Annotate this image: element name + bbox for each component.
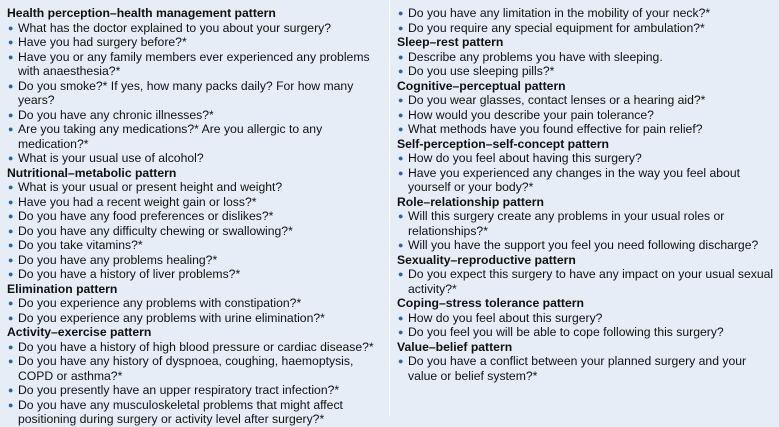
question-text: Have you experienced any changes in the way you feel about yourself or your body?* [408, 165, 740, 194]
question-text: What has the doctor explained to you about your surgery? [18, 20, 332, 35]
bullet-icon: ● [398, 240, 404, 250]
pattern-section [397, 195, 775, 253]
bullet-icon: ● [398, 153, 404, 163]
bullet-icon: ● [8, 240, 14, 250]
bullet-icon: ● [8, 153, 14, 163]
question-item [397, 108, 775, 123]
question-text: Do you have any food preferences or dislikes?* [18, 209, 274, 223]
bullet-icon: ● [8, 385, 14, 395]
question-text: Do you have any musculoskeletal problems that might affect positioning during surgery or activity level after surgery?* [18, 397, 343, 426]
question-item [397, 238, 775, 253]
question-text: Do you require any special equipment for ambulation?* [408, 20, 705, 35]
bullet-icon: ● [398, 167, 404, 178]
question-list [7, 296, 385, 325]
bullet-icon: ● [8, 312, 14, 323]
section-title: Sleep–rest pattern [397, 35, 504, 49]
section-title: Self-perception–self-concept pattern [397, 136, 609, 151]
bullet-icon: ● [8, 196, 14, 207]
question-item [7, 224, 385, 239]
question-list [397, 267, 775, 296]
pattern-section [397, 6, 775, 35]
question-item [397, 93, 775, 108]
question-item [7, 311, 385, 326]
question-text: Do you have any limitation in the mobility of your neck?* [408, 6, 711, 20]
pattern-section [397, 296, 775, 340]
bullet-icon: ● [8, 225, 14, 236]
question-text: Do you use sleeping pills?* [408, 64, 555, 78]
bullet-icon: ● [398, 8, 404, 18]
bullet-icon: ● [398, 51, 404, 62]
bullet-icon: ● [8, 341, 14, 352]
question-text: Do you expect this surgery to have any impact on your usual sexual activity?* [408, 267, 774, 296]
question-list [397, 209, 775, 253]
pattern-section [397, 340, 775, 384]
question-item [397, 151, 775, 166]
bullet-icon: ● [398, 22, 404, 33]
pattern-section [7, 6, 385, 166]
question-item [7, 383, 385, 398]
question-item [7, 209, 385, 224]
right-column [389, 0, 779, 416]
question-text: How would you describe your pain tolerance? [408, 107, 654, 122]
question-text: Will this surgery create any problems in your usual roles or relationships?* [408, 209, 725, 238]
question-item [397, 325, 775, 340]
question-text: Do you have any chronic illnesses?* [18, 107, 214, 122]
section-title: Elimination pattern [7, 281, 118, 296]
bullet-icon: ● [398, 66, 404, 76]
question-item [7, 79, 385, 108]
question-text: Do you have a history of high blood pressure or cardiac disease?* [18, 339, 374, 354]
question-item [397, 6, 775, 21]
question-list [397, 311, 775, 340]
section-title: Activity–exercise pattern [7, 325, 152, 339]
pattern-section [7, 282, 385, 326]
question-text: Have you or any family members ever experienced any problems with anaesthesia?* [18, 49, 370, 78]
pattern-section [7, 325, 385, 427]
question-item [7, 35, 385, 50]
bullet-icon: ● [8, 37, 14, 47]
question-text: Do you presently have an upper respiratory tract infection?* [18, 383, 340, 397]
question-list [397, 354, 775, 383]
question-item [397, 166, 775, 195]
question-list [397, 93, 775, 137]
question-text: Do you take vitamins?* [18, 238, 143, 252]
bullet-icon: ● [8, 182, 14, 192]
question-text: How do you feel about having this surgery? [408, 151, 642, 165]
question-item [397, 354, 775, 383]
question-item [7, 296, 385, 311]
question-text: Do you smoke?* If yes, how many packs daily? For how many years? [18, 78, 354, 107]
section-title: Coping–stress tolerance pattern [397, 296, 584, 310]
question-text: Will you have the support you feel you need following discharge? [408, 238, 759, 252]
question-text: Do you have any problems healing?* [18, 252, 218, 267]
bullet-icon: ● [8, 356, 14, 366]
question-text: What methods have you found effective for pain relief? [408, 122, 703, 136]
bullet-icon: ● [398, 124, 404, 134]
question-item [397, 50, 775, 65]
bullet-icon: ● [8, 269, 14, 279]
pattern-section [397, 253, 775, 297]
section-title: Role–relationship pattern [397, 194, 544, 209]
question-item [7, 122, 385, 151]
question-item [7, 267, 385, 282]
question-text: Do you have any history of dyspnoea, coughing, haemoptysis, COPD or asthma?* [18, 354, 354, 383]
question-list [397, 151, 775, 195]
section-title: Value–belief pattern [397, 339, 513, 354]
question-item [7, 398, 385, 427]
question-text: Are you taking any medications?* Are you allergic to any medication?* [18, 122, 323, 151]
question-item [397, 64, 775, 79]
bullet-icon: ● [8, 109, 14, 120]
question-item [397, 209, 775, 238]
bullet-icon: ● [8, 80, 14, 91]
bullet-icon: ● [398, 269, 404, 279]
question-item [7, 180, 385, 195]
question-item [397, 21, 775, 36]
pattern-section [397, 137, 775, 195]
question-item [7, 253, 385, 268]
question-text: What is your usual use of alcohol? [18, 151, 204, 165]
section-title: Nutritional–metabolic pattern [7, 165, 177, 180]
question-item [397, 122, 775, 137]
bullet-icon: ● [8, 211, 14, 221]
bullet-icon: ● [398, 312, 404, 323]
question-text: Do you experience any problems with constipation?* [18, 296, 302, 310]
question-item [7, 340, 385, 355]
section-title: Sexuality–reproductive pattern [397, 252, 576, 267]
question-item [397, 267, 775, 296]
section-title: Health perception–health management pattern [7, 6, 276, 20]
left-column [0, 0, 389, 426]
question-text: Describe any problems you have with sleeping. [408, 49, 663, 64]
question-text: Do you feel you will be able to cope following this surgery? [408, 325, 724, 339]
question-text: Do you have a history of liver problems?* [18, 267, 241, 281]
question-text: How do you feel about this surgery? [408, 310, 603, 325]
question-item [397, 311, 775, 326]
question-list [7, 180, 385, 282]
bullet-icon: ● [398, 211, 404, 221]
question-item [7, 21, 385, 36]
bullet-icon: ● [8, 124, 14, 134]
bullet-icon: ● [398, 356, 404, 366]
question-item [7, 238, 385, 253]
pattern-section [397, 79, 775, 137]
bullet-icon: ● [8, 51, 14, 62]
section-title: Cognitive–perceptual pattern [397, 78, 566, 93]
question-list [397, 50, 775, 79]
question-text: Do you wear glasses, contact lenses or a hearing aid?* [408, 93, 706, 107]
question-list [7, 340, 385, 427]
question-item [7, 108, 385, 123]
question-item [7, 151, 385, 166]
pattern-section [397, 35, 775, 79]
question-text: Have you had surgery before?* [18, 35, 187, 49]
bullet-icon: ● [398, 95, 404, 105]
question-text: Have you had a recent weight gain or loss?* [18, 194, 257, 209]
bullet-icon: ● [8, 399, 14, 410]
question-item [7, 354, 385, 383]
question-list [397, 6, 775, 35]
bullet-icon: ● [398, 109, 404, 120]
question-item [7, 195, 385, 210]
pattern-section [7, 166, 385, 282]
bullet-icon: ● [8, 298, 14, 308]
bullet-icon: ● [398, 327, 404, 337]
question-text: Do you experience any problems with urine elimination?* [18, 310, 325, 325]
bullet-icon: ● [8, 22, 14, 33]
question-list [7, 21, 385, 166]
question-text: Do you have a conflict between your planned surgery and your value or belief system?* [408, 354, 747, 383]
question-text: What is your usual or present height and weight? [18, 180, 283, 194]
question-text: Do you have any difficulty chewing or swallowing?* [18, 223, 293, 238]
bullet-icon: ● [8, 254, 14, 265]
question-item [7, 50, 385, 79]
